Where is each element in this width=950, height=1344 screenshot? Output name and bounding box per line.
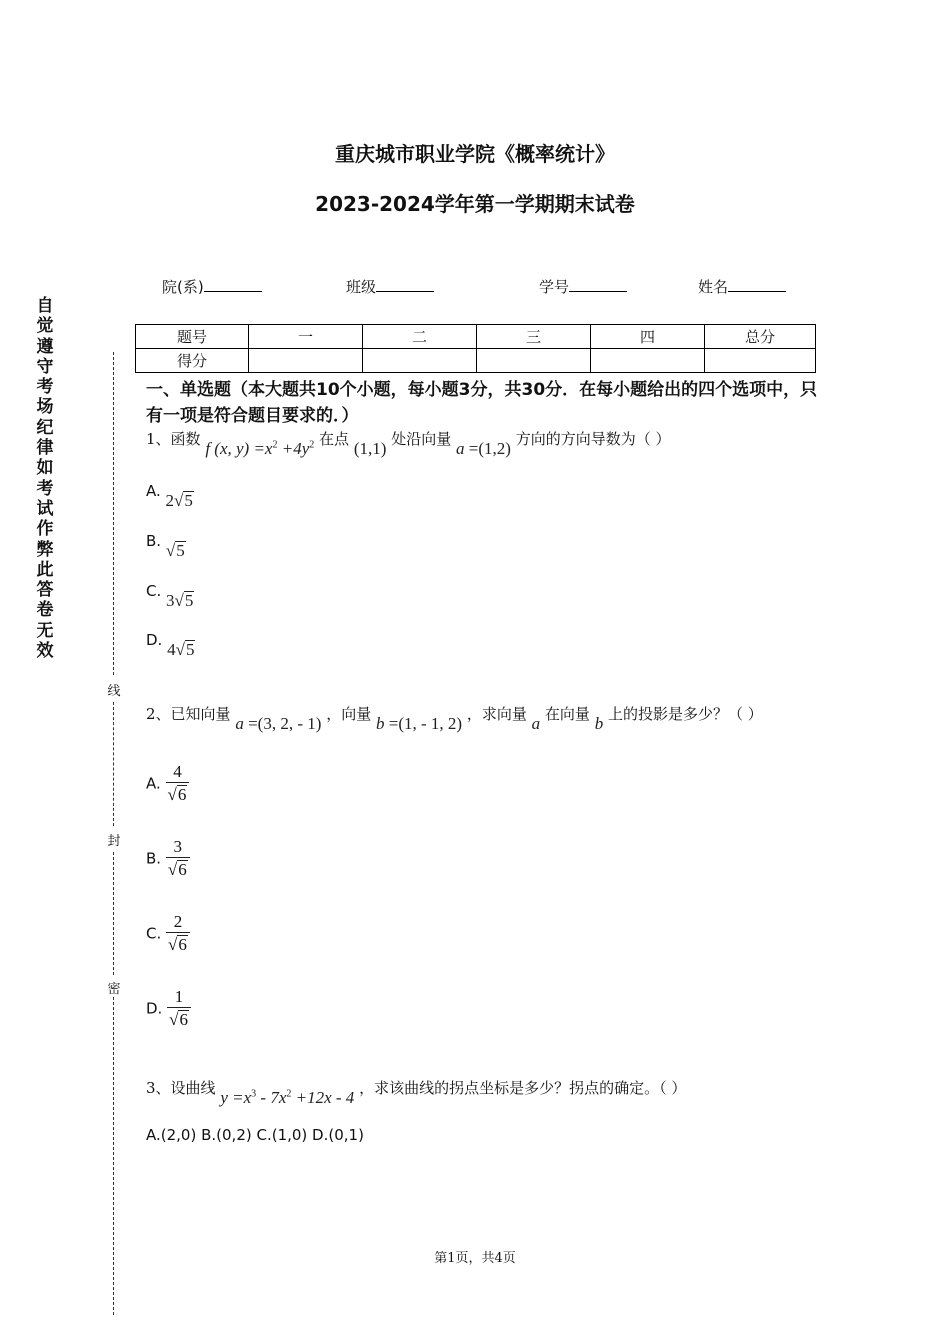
question-2 [146, 703, 763, 733]
denominator: √6 [166, 782, 190, 805]
question-2-prefix: 2、已知向量 [146, 705, 231, 723]
radicand: 6 [177, 785, 187, 804]
option-value: 2√5 [165, 491, 193, 510]
score-table-cell: 二 [363, 325, 477, 349]
option-fraction [167, 987, 191, 1030]
exam-title-line2: 2023-2024学年第一学期期末试卷 [315, 192, 635, 216]
question-2-vector-a-ref: a [531, 714, 541, 733]
option-value: 3√5 [166, 591, 194, 610]
question-2-text: 在向量 [544, 705, 590, 723]
department-field [162, 276, 262, 297]
score-input-cell[interactable] [705, 349, 816, 373]
option-label: D. [146, 999, 163, 1018]
score-input-cell[interactable] [363, 349, 477, 373]
score-table-cell: 三 [477, 325, 591, 349]
student-id-blank [569, 277, 627, 292]
seal-dashed-line [113, 352, 114, 675]
question-1-option-d[interactable] [146, 630, 195, 659]
page-footer: 第1页，共4页 [434, 1251, 516, 1266]
question-2-option-d[interactable] [146, 987, 191, 1030]
department-label: 院(系) [162, 278, 204, 296]
score-table-cell: 得分 [136, 349, 249, 373]
math-expr: 2 [165, 491, 175, 510]
option-label: C. [146, 582, 162, 600]
math-expr: =(1,2) [464, 439, 511, 458]
question-1-option-b[interactable] [146, 531, 186, 560]
score-table-cell: 四 [591, 325, 705, 349]
class-blank [376, 277, 434, 292]
radicand: 6 [179, 1010, 188, 1029]
option-label: A. [146, 774, 161, 793]
section-1-header: 一、单选题（本大题共10个小题，每小题3分，共30分．在每小题给出的四个选项中，只有一项是符合题目要求的．） [146, 380, 818, 426]
score-table-cell: 一 [249, 325, 363, 349]
math-expr: 4 [167, 640, 176, 659]
radicand: 6 [178, 860, 187, 879]
math-expr: b [375, 714, 385, 733]
numerator: 2 [173, 912, 183, 931]
math-expr: =x [227, 1088, 252, 1107]
option-label: A. [146, 482, 161, 500]
exponent: 3 [251, 1088, 257, 1100]
seal-mark-seal: 封 [107, 834, 121, 849]
score-table [135, 324, 816, 373]
score-table-score-row [136, 349, 816, 373]
question-2-text: ，向量 [326, 705, 372, 723]
name-field [698, 276, 786, 297]
question-1-point: (1,1) [353, 439, 387, 458]
option-fraction [166, 762, 190, 805]
question-1-text: 方向的方向导数为（ ） [515, 430, 671, 448]
side-notice-text: 自觉遵守考场纪律如考试作弊此答卷无效 [36, 296, 54, 662]
math-expr: =(3, 2, - 1) [243, 714, 322, 733]
numerator: 3 [173, 837, 183, 856]
name-blank [728, 277, 786, 292]
exam-title-line1: 重庆城市职业学院《概率统计》 [335, 142, 615, 166]
question-1-vector [456, 439, 511, 458]
option-value: √5 [165, 541, 185, 560]
option-label: D. [146, 631, 163, 649]
option-fraction [166, 837, 190, 880]
question-1 [146, 428, 671, 458]
seal-mark-line: 线 [107, 684, 121, 699]
numerator: 1 [174, 987, 184, 1006]
question-2-option-a[interactable] [146, 762, 189, 805]
score-input-cell[interactable] [249, 349, 363, 373]
question-1-option-a[interactable] [146, 481, 194, 510]
math-expr: 3 [166, 591, 175, 610]
question-1-function [205, 439, 314, 458]
question-1-text: 处沿向量 [391, 430, 452, 448]
radicand: 5 [184, 491, 193, 510]
student-id-label: 学号 [539, 278, 570, 296]
math-expr: =(1, - 1, 2) [384, 714, 463, 733]
math-expr: a [456, 439, 465, 458]
question-1-option-c[interactable] [146, 581, 194, 610]
question-3-equation [220, 1088, 354, 1107]
math-expr: +4y [277, 439, 310, 458]
question-2-vector-a [235, 714, 321, 733]
math-expr: a [235, 714, 244, 733]
question-2-option-c[interactable] [146, 912, 190, 955]
option-value: 4√5 [167, 640, 195, 659]
math-expr: y [220, 1088, 228, 1107]
seal-dashed-line [113, 997, 114, 1315]
question-3-prefix: 3、设曲线 [146, 1079, 216, 1097]
question-3-options[interactable]: A.(2,0) B.(0,2) C.(1,0) D.(0,1) [146, 1126, 364, 1144]
exponent: 2 [309, 439, 315, 451]
radicand: 5 [185, 640, 195, 659]
score-table-cell: 题号 [136, 325, 249, 349]
seal-dashed-line [113, 702, 114, 826]
numerator: 4 [173, 762, 182, 781]
question-1-text: 在点 [319, 430, 350, 448]
denominator: √6 [167, 1007, 191, 1030]
radicand: 5 [176, 541, 185, 560]
exponent: 2 [272, 439, 278, 451]
option-label: C. [146, 924, 162, 943]
radicand: 6 [178, 935, 187, 954]
option-label: B. [146, 849, 162, 868]
student-id-field [539, 276, 627, 297]
option-label: B. [146, 532, 162, 550]
class-label: 班级 [346, 278, 377, 296]
question-2-option-b[interactable] [146, 837, 190, 880]
question-2-text: 上的投影是多少？（ ） [608, 705, 763, 723]
question-3 [146, 1077, 687, 1107]
question-2-vector-b [376, 714, 462, 733]
math-expr: - 7x [256, 1088, 287, 1107]
denominator: √6 [166, 857, 190, 880]
question-2-text: ，求向量 [466, 705, 527, 723]
score-table-header-row [136, 325, 816, 349]
seal-mark-secret: 密 [107, 982, 121, 997]
math-expr: +12x - 4 [291, 1088, 355, 1107]
denominator: √6 [166, 932, 190, 955]
math-expr: f (x, y) =x [205, 439, 273, 458]
score-table-cell: 总分 [705, 325, 816, 349]
radicand: 5 [184, 591, 194, 610]
seal-dashed-line [113, 852, 114, 975]
score-input-cell[interactable] [477, 349, 591, 373]
score-input-cell[interactable] [591, 349, 705, 373]
class-field [346, 276, 434, 297]
side-notice [30, 296, 60, 661]
option-fraction [166, 912, 190, 955]
question-2-vector-b-ref: b [594, 714, 604, 733]
department-blank [204, 277, 262, 292]
question-1-prefix: 1、函数 [146, 430, 201, 448]
question-3-text: ，求该曲线的拐点坐标是多少？拐点的确定。（ ） [359, 1079, 687, 1097]
name-label: 姓名 [698, 278, 729, 296]
exponent: 2 [286, 1088, 292, 1100]
